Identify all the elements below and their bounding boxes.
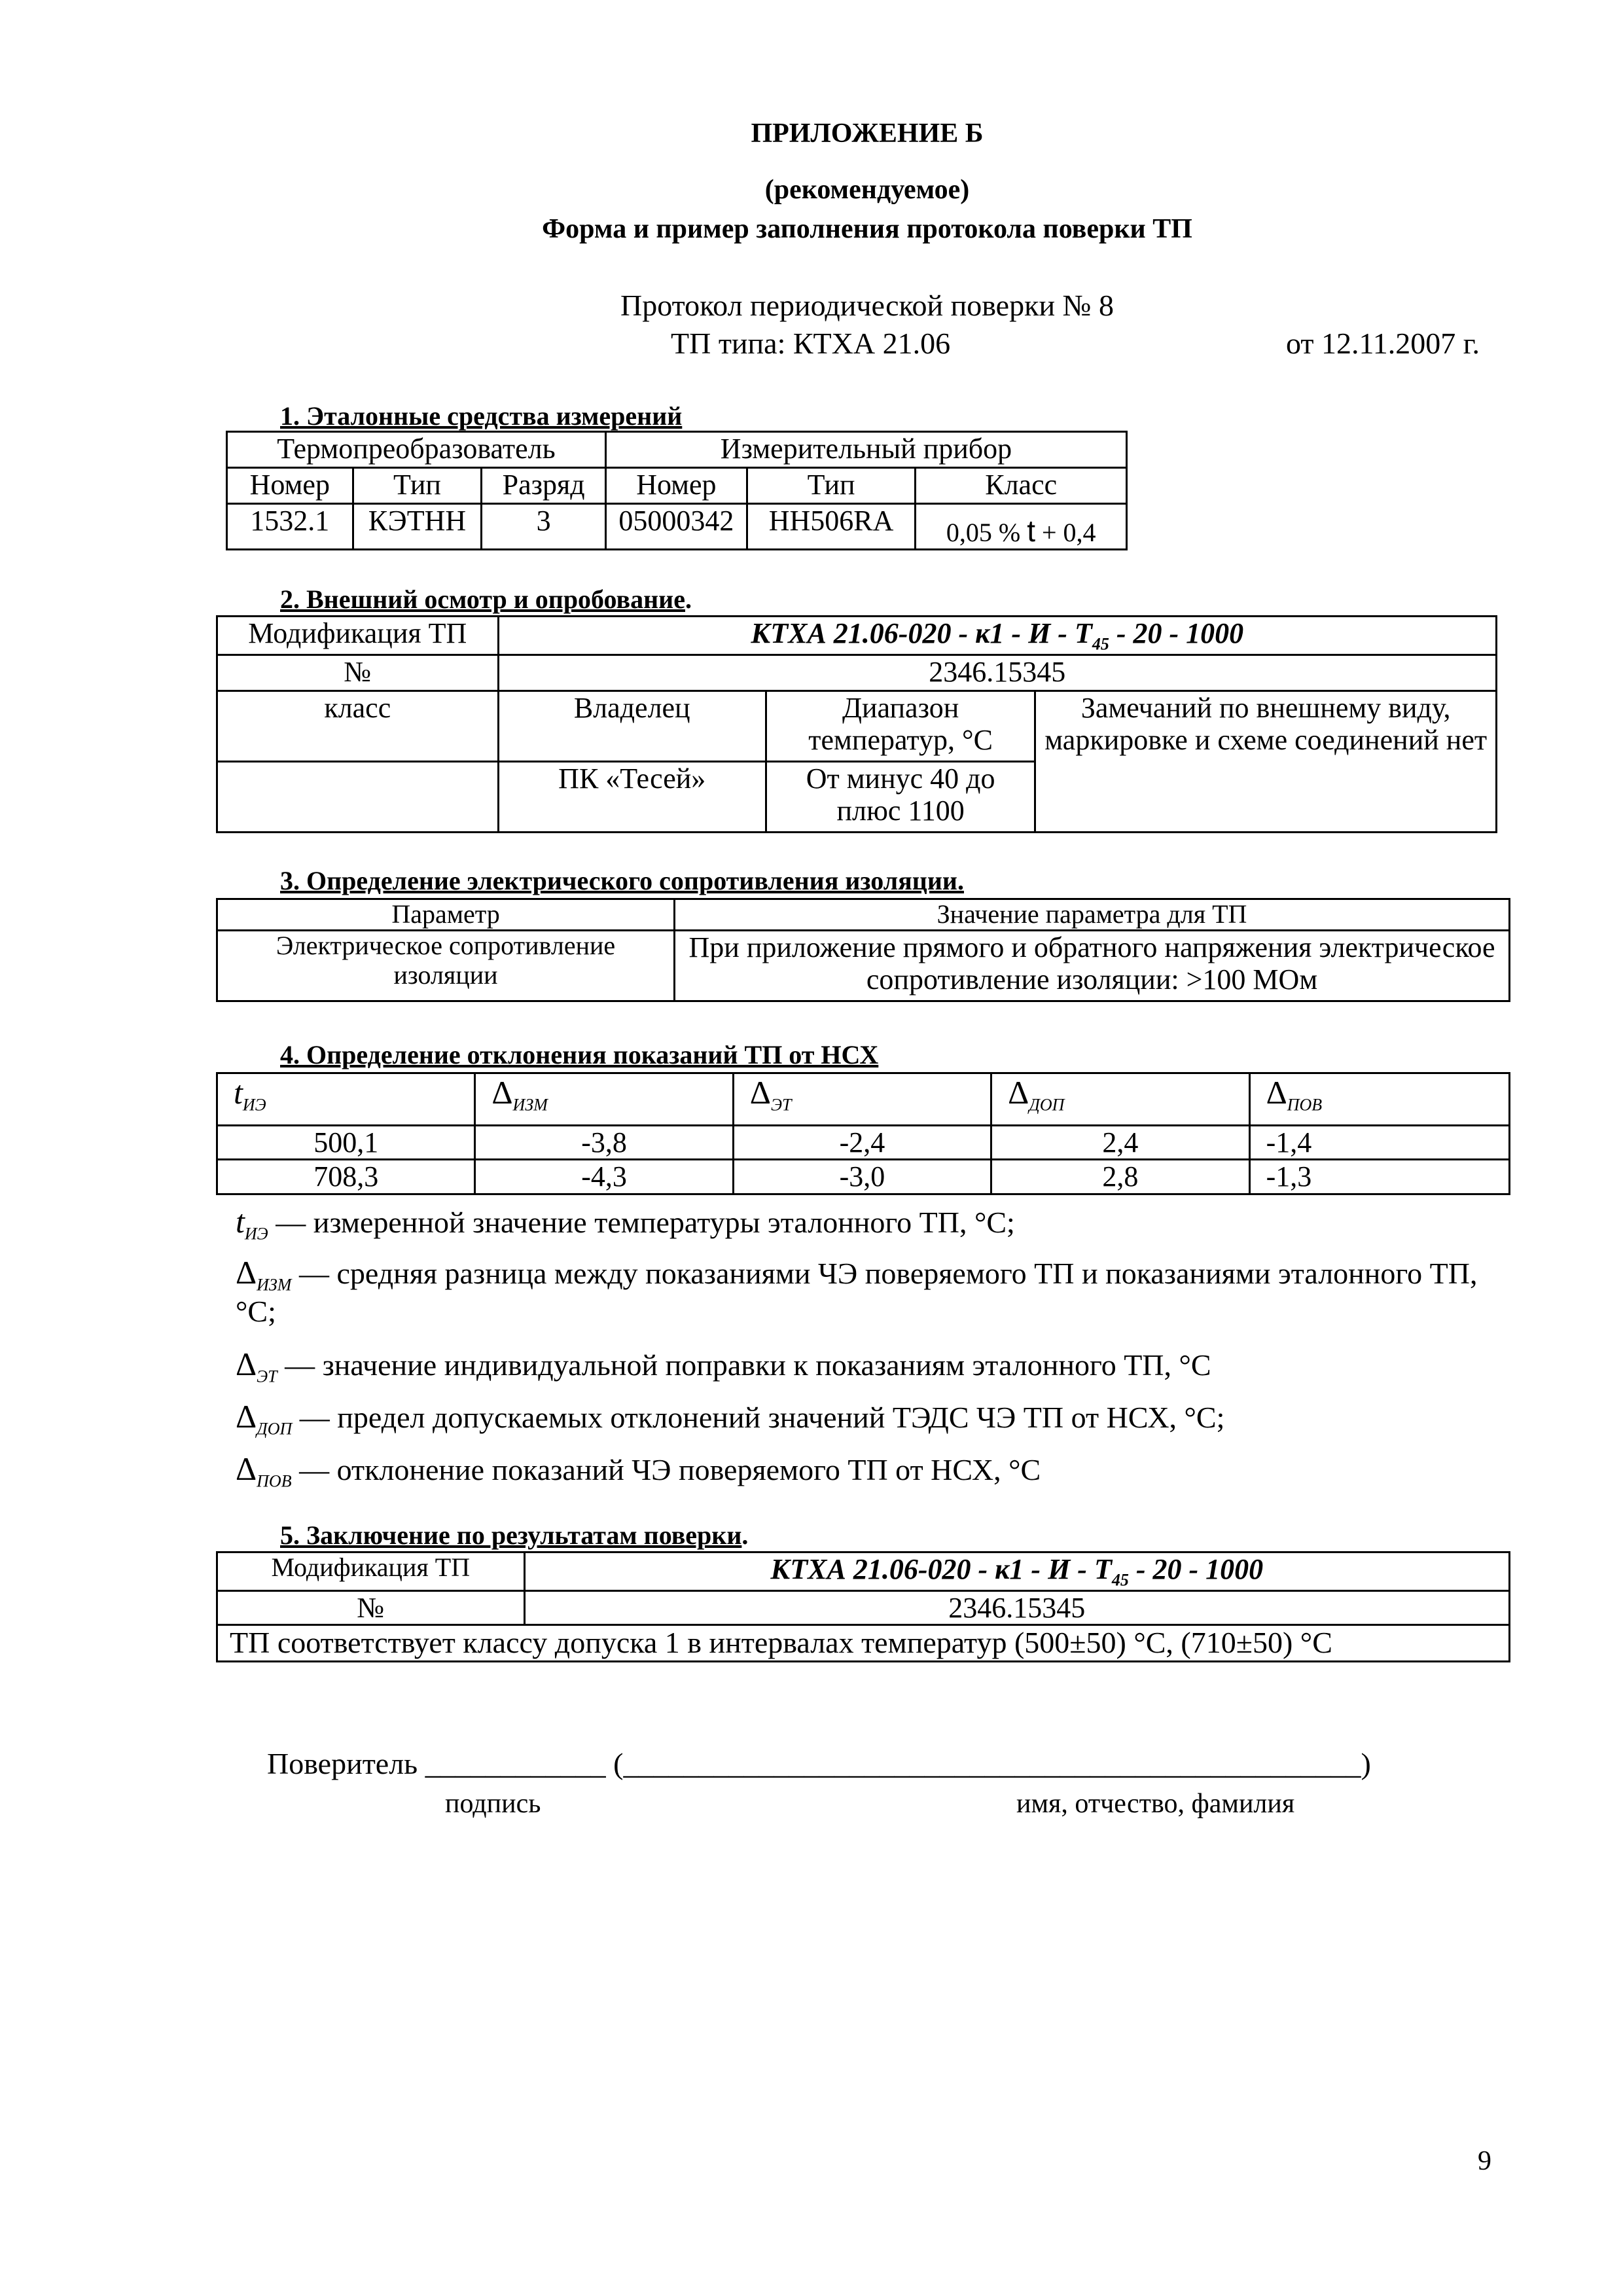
section1-heading: 1. Эталонные средства измерений bbox=[280, 401, 683, 431]
conclusion-text: ТП соответствует классу допуска 1 в интервалах температур (500±50) °С, (710±50) °С bbox=[217, 1624, 1510, 1661]
group-thermo: Термопреобразователь bbox=[227, 432, 606, 468]
class-value bbox=[217, 761, 499, 832]
appendix-subtitle: (рекомендуемое) bbox=[764, 175, 970, 205]
header-t-ie: $t_{ИЭ}$ bbox=[217, 1073, 475, 1126]
col-header: Номер bbox=[227, 468, 353, 504]
col-header: Тип bbox=[747, 468, 916, 504]
mod-label: Модификация ТП bbox=[217, 1552, 525, 1591]
protocol-line: Протокол периодической поверки № 8 bbox=[620, 289, 1114, 322]
form-title: Форма и пример заполнения протокола поверки ТП bbox=[542, 214, 1192, 244]
col-range: Диапазон температур, °С bbox=[766, 691, 1035, 761]
page-number: 9 bbox=[1478, 2146, 1491, 2176]
table-cell: КЭТНН bbox=[353, 504, 482, 550]
deviation-table bbox=[216, 1072, 1510, 1195]
param-value: При приложение прямого и обратного напряжения электрическое сопротивление изоляции: >100 МОм bbox=[675, 930, 1510, 1001]
table-cell: 708,3 bbox=[217, 1160, 475, 1194]
header-d-et: $\Delta_{ЭТ}$ bbox=[733, 1073, 991, 1126]
num-label: № bbox=[217, 1590, 525, 1624]
inspection-table bbox=[216, 615, 1497, 833]
table-cell: 500,1 bbox=[217, 1126, 475, 1160]
sign-caption: подпись bbox=[445, 1789, 541, 1819]
num-label: № bbox=[217, 655, 499, 691]
insulation-table bbox=[216, 898, 1510, 1002]
range-value: От минус 40 до плюс 1100 bbox=[766, 761, 1035, 832]
table-cell: 2,4 bbox=[991, 1126, 1249, 1160]
col-param: Параметр bbox=[217, 899, 675, 931]
table-cell: 05000342 bbox=[605, 504, 747, 550]
mod-value: КТХА 21.06-020 - к1 - И - $Т_{45} - 20 - 1000$ bbox=[524, 1552, 1509, 1591]
appendix-title: ПРИЛОЖЕНИЕ Б bbox=[751, 118, 984, 149]
mod-value: КТХА 21.06-020 - к1 - И - $Т_{45} - 20 - 1000$ bbox=[498, 617, 1496, 655]
col-class: класс bbox=[217, 691, 499, 761]
col-value: Значение параметра для ТП bbox=[675, 899, 1510, 931]
col-header: Тип bbox=[353, 468, 482, 504]
table-cell: 3 bbox=[482, 504, 606, 550]
owner-value: ПК «Тесей» bbox=[498, 761, 766, 832]
section3-heading: 3. Определение электрического сопротивления изоляции. bbox=[280, 866, 964, 895]
section2-heading: 2. Внешний осмотр и опробование. bbox=[280, 584, 692, 614]
table-row bbox=[217, 1126, 1510, 1160]
table-cell: -1,4 bbox=[1249, 1126, 1509, 1160]
conclusion-table bbox=[216, 1551, 1510, 1662]
section4-heading: 4. Определение отклонения показаний ТП от НСХ bbox=[280, 1040, 879, 1069]
header-d-dop: $\Delta_{ДОП}$ bbox=[991, 1073, 1249, 1126]
legend-t-ie: $t_{ИЭ}$ — измеренной значение температуры эталонного ТП, °С; bbox=[236, 1203, 1015, 1244]
table-cell: 1532.1 bbox=[227, 504, 353, 550]
header-d-pov: $\Delta_{ПОВ}$ bbox=[1249, 1073, 1509, 1126]
table-cell: -1,3 bbox=[1249, 1160, 1509, 1194]
table-cell: НН506RA bbox=[747, 504, 916, 550]
table-cell: -2,4 bbox=[733, 1126, 991, 1160]
col-header: Разряд bbox=[482, 468, 606, 504]
class-cell: 0,05 % t + 0,4 bbox=[916, 504, 1127, 550]
reference-instruments-table bbox=[226, 431, 1128, 550]
table-cell: -3,8 bbox=[475, 1126, 733, 1160]
col-owner: Владелец bbox=[498, 691, 766, 761]
table-cell: -3,0 bbox=[733, 1160, 991, 1194]
name-caption: имя, отчество, фамилия bbox=[1016, 1789, 1295, 1819]
legend-d-dop: $\Delta_{ДОП}$ — предел допускаемых отклонений значений ТЭДС ЧЭ ТП от НСХ, °С; bbox=[236, 1398, 1225, 1439]
group-instrument: Измерительный прибор bbox=[605, 432, 1126, 468]
num-value: 2346.15345 bbox=[524, 1590, 1509, 1624]
section5-heading: 5. Заключение по результатам поверки. bbox=[280, 1520, 749, 1550]
table-cell: -4,3 bbox=[475, 1160, 733, 1194]
protocol-date: от 12.11.2007 г. bbox=[1286, 327, 1480, 360]
table-cell: 2,8 bbox=[991, 1160, 1249, 1194]
signature-line: Поверитель ____________ (_________________________________________________) bbox=[267, 1747, 1371, 1780]
legend-d-et: $\Delta_{ЭТ}$ — значение индивидуальной поправки к показаниям эталонного ТП, °С bbox=[236, 1346, 1211, 1386]
mod-label: Модификация ТП bbox=[217, 617, 499, 655]
param-name: Электрическое сопротивление изоляции bbox=[217, 930, 675, 1001]
legend-d-izm: $\Delta_{ИЗМ}$ — средняя разница между показаниями ЧЭ поверяемого ТП и показаниями эталонного ТП, °С; bbox=[236, 1254, 1478, 1329]
legend-d-pov: $\Delta_{ПОВ}$ — отклонение показаний ЧЭ поверяемого ТП от НСХ, °С bbox=[236, 1450, 1041, 1491]
tp-type: ТП типа: КТХА 21.06 bbox=[671, 327, 951, 360]
table-row bbox=[217, 1160, 1510, 1194]
col-header: Номер bbox=[605, 468, 747, 504]
num-value: 2346.15345 bbox=[498, 655, 1496, 691]
col-header: Класс bbox=[916, 468, 1127, 504]
header-d-izm: $\Delta_{ИЗМ}$ bbox=[475, 1073, 733, 1126]
col-remarks: Замечаний по внешнему виду, маркировке и схеме соединений нет bbox=[1035, 691, 1497, 832]
